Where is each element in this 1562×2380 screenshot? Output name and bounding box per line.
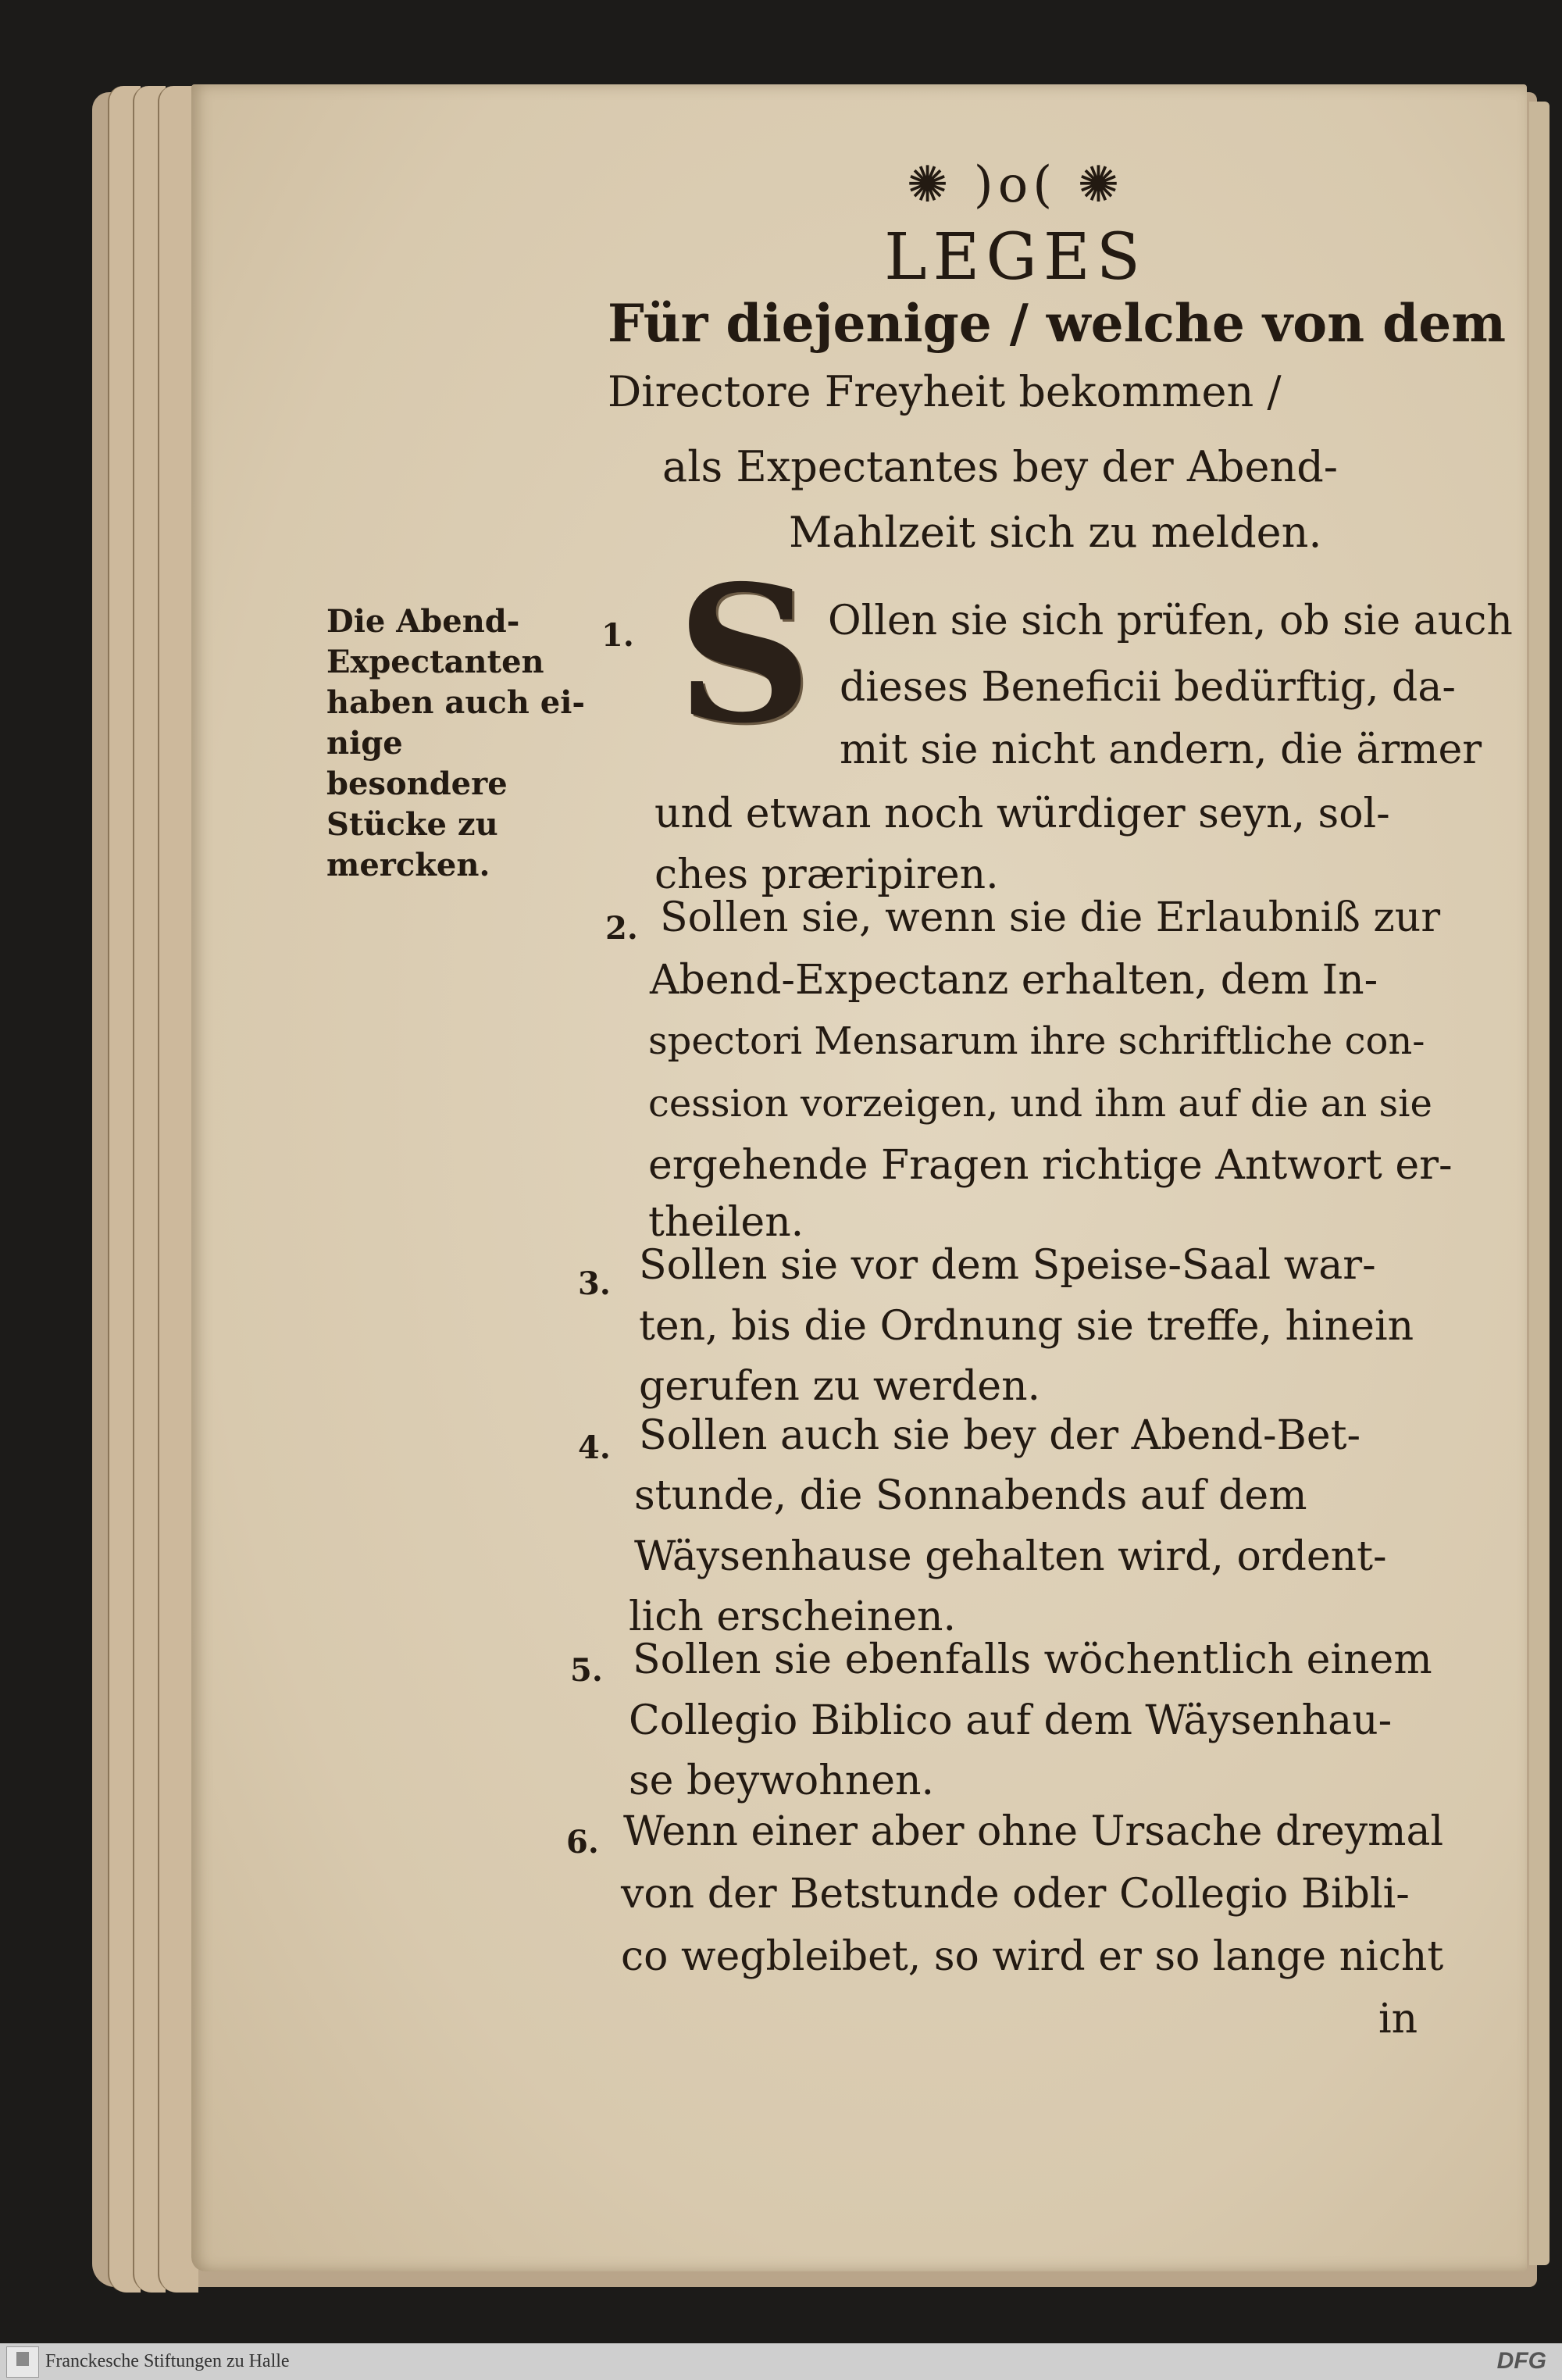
subtitle-line: Mahlzeit sich zu melden. (789, 508, 1322, 557)
item-number: 4. (578, 1429, 611, 1466)
body-line: Wenn einer aber ohne Ursache dreymal (623, 1808, 1444, 1855)
body-line: Sollen sie ebenfalls wöchentlich einem (633, 1636, 1432, 1683)
body-line: Sollen auch sie bey der Abend-Bet- (639, 1412, 1361, 1459)
body-line: cession vorzeigen, und ihm auf die an sie (648, 1082, 1432, 1126)
dfg-logo: DFG (1496, 2348, 1546, 2374)
body-line: Wäysenhause gehalten wird, ordent- (634, 1533, 1387, 1580)
margin-note-line: Die Abend- (326, 603, 520, 640)
page-right-edge (1529, 102, 1550, 2265)
body-line: co wegbleibet, so wird er so lange nicht (621, 1933, 1444, 1980)
margin-note-line: haben auch ei- (326, 684, 586, 721)
institution-logo-icon (6, 2346, 39, 2378)
body-line: stunde, die Sonnabends auf dem (634, 1472, 1307, 1519)
body-line: ches præripiren. (654, 851, 999, 898)
body-line: und etwan noch würdiger seyn, sol- (654, 790, 1390, 837)
subtitle-line: Für diejenige / welche von dem (608, 293, 1507, 354)
item-number: 3. (578, 1265, 611, 1302)
margin-note-line: Stücke zu (326, 806, 498, 843)
body-line: Sollen sie vor dem Speise-Saal war- (639, 1242, 1376, 1289)
body-line: Abend-Expectanz erhalten, dem In- (650, 957, 1378, 1004)
body-line: lich erscheinen. (629, 1593, 957, 1640)
subtitle-line: Directore Freyheit bekommen / (608, 367, 1282, 416)
margin-note-line: nige besondere (326, 725, 508, 802)
body-line: Sollen sie, wenn sie die Erlaubniß zur (660, 894, 1441, 941)
viewer-footer (0, 2343, 1562, 2380)
page-title: LEGES (884, 220, 1147, 294)
subtitle-line: als Expectantes bey der Abend- (662, 442, 1339, 491)
body-line: spectori Mensarum ihre schriftliche con- (648, 1019, 1425, 1063)
body-line: ergehende Fragen richtige Antwort er- (648, 1142, 1453, 1189)
body-line: se beywohnen. (629, 1757, 935, 1804)
body-line: mit sie nicht andern, die ärmer (840, 726, 1482, 773)
body-line: gerufen zu werden. (639, 1363, 1041, 1410)
body-line: dieses Beneficii bedürftig, da- (840, 664, 1456, 711)
margin-note-line: mercken. (326, 847, 490, 883)
item-number: 6. (566, 1824, 599, 1861)
body-line: von der Betstunde oder Collegio Bibli- (621, 1871, 1410, 1918)
institution-name: Franckesche Stiftungen zu Halle (45, 2351, 290, 2371)
item-number: 1. (601, 617, 634, 654)
drop-initial: S (676, 544, 812, 765)
item-number: 2. (605, 910, 638, 947)
margin-note (326, 601, 592, 886)
body-line: Collegio Biblico auf dem Wäysenhau- (629, 1697, 1393, 1744)
margin-note-line: Expectanten (326, 644, 544, 680)
item-number: 5. (570, 1652, 603, 1689)
body-line: theilen. (648, 1199, 804, 1246)
header-ornament: ✺ )o( ✺ (906, 156, 1125, 214)
body-line: ten, bis die Ordnung sie treffe, hinein (639, 1303, 1414, 1350)
body-line: Ollen sie sich prüfen, ob sie auch (828, 598, 1513, 644)
catchword: in (1378, 1996, 1418, 2043)
